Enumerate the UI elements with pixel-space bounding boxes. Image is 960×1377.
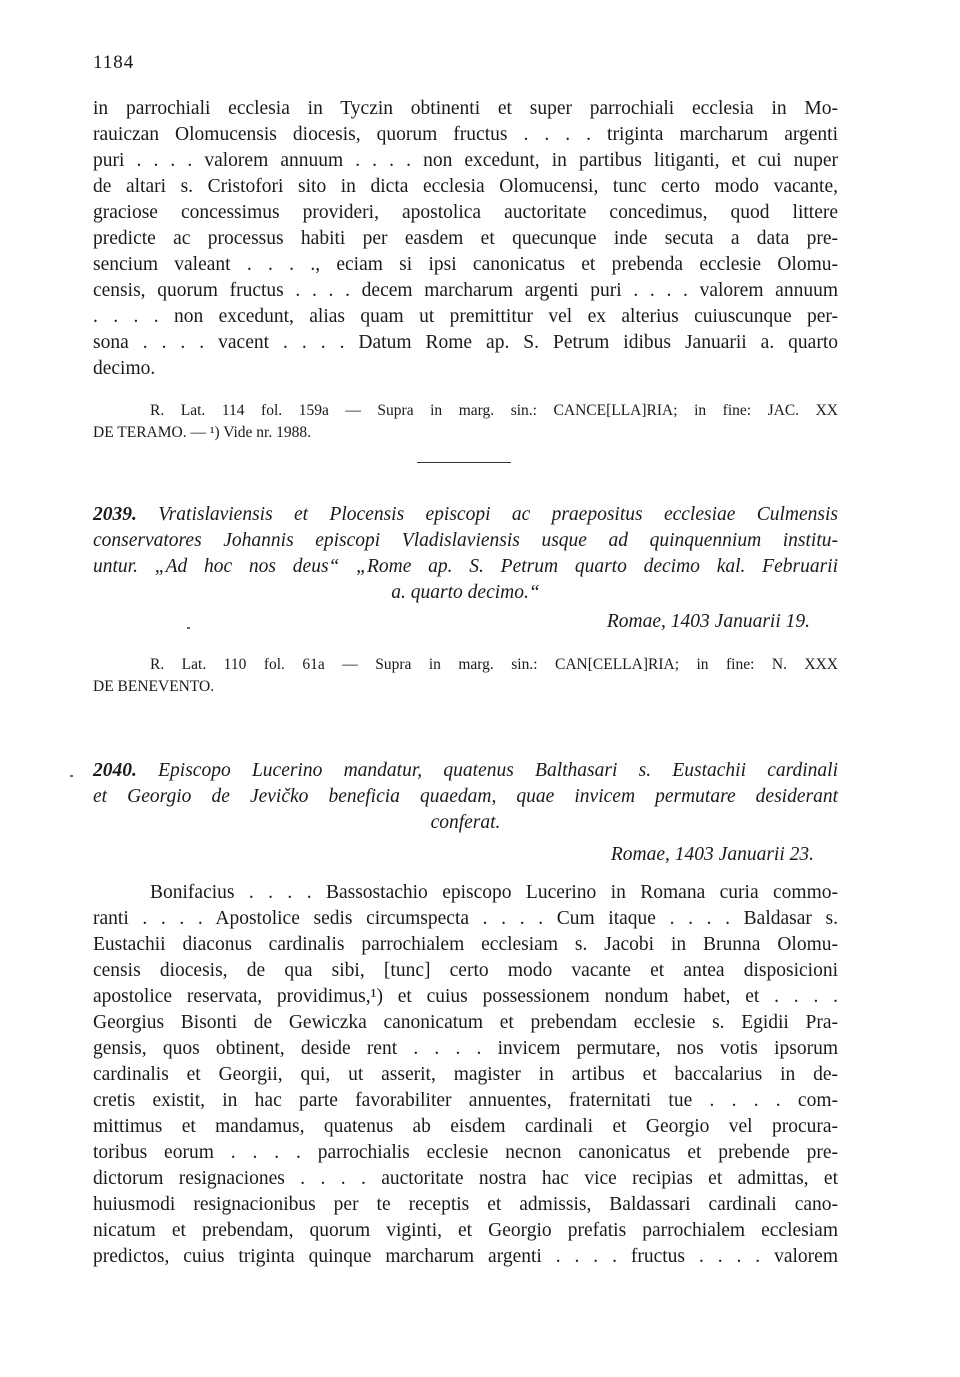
entry-2040-body bbox=[93, 880, 838, 1270]
continuation-text bbox=[93, 96, 838, 382]
text-line: Eustachii diaconus cardinalis parrochialem ecclesiam s. Jacobi in Brunna Olomu- bbox=[93, 934, 838, 955]
text-line: nicatum et prebendam, quorum viginti, et Georgio prefatis parrochialem ecclesiam bbox=[93, 1220, 838, 1241]
text-line: de altari s. Cristofori sito in dicta ecclesia Olomucensi, tunc certo modo vacante, bbox=[93, 176, 838, 197]
heading-line: untur. „Ad hoc nos deus“ „Rome ap. S. Petrum quarto decimo kal. Februarii bbox=[93, 556, 838, 577]
source-line: R. Lat. 114 fol. 159a — Supra in marg. sin.: CANCE[LLA]RIA; in fine: JAC. XX bbox=[150, 402, 838, 419]
text-line: cretis existit, in hac parte favorabiliter annuentes, fraternitati tue . . . . com- bbox=[93, 1090, 838, 1111]
text-line: in parrochiali ecclesia in Tyczin obtinenti et super parrochiali ecclesia in Mo- bbox=[93, 98, 838, 119]
entry-2039-heading bbox=[93, 502, 838, 606]
heading-line: a. quarto decimo.“ bbox=[391, 582, 540, 603]
section-divider bbox=[417, 462, 511, 463]
text-line: ranti . . . . Apostolice sedis circumspecta . . . . Cum itaque . . . . Baldasar s. bbox=[93, 908, 838, 929]
source-line: DE TERAMO. — ¹) Vide nr. 1988. bbox=[93, 424, 311, 441]
speck bbox=[70, 775, 73, 777]
date-line: Romae, 1403 Januarii 23. bbox=[610, 844, 814, 865]
entry-2039-source-note bbox=[93, 654, 838, 698]
text-line: gensis, quos obtinent, deside rent . . . . invicem permutare, nos votis ipsorum bbox=[93, 1038, 838, 1059]
text-line: predictos, cuius triginta quinque marcharum argenti . . . . fructus . . . . valorem bbox=[93, 1246, 838, 1267]
heading-line bbox=[93, 758, 838, 784]
heading-line bbox=[93, 502, 838, 528]
text-line: dictorum resignaciones . . . . auctoritate nostra hac vice recipias et admittas, et bbox=[93, 1168, 838, 1189]
page-number: 1184 bbox=[93, 52, 135, 73]
heading-line: et Georgio de Jevičko beneficia quaedam, quae invicem permutare desiderant bbox=[93, 786, 838, 807]
text-line: graciose concessimus provideri, apostolica auctoritate concedimus, quod littere bbox=[93, 202, 838, 223]
text-line: mittimus et mandamus, quatenus ab eisdem cardinali et Georgio vel procura- bbox=[93, 1116, 838, 1137]
heading-line: conservatores Johannis episcopi Vladislaviensis usque ad quinquennium institu- bbox=[93, 530, 838, 551]
text-line: predicte ac processus habiti per easdem et quecunque inde secuta a data pre- bbox=[93, 228, 838, 249]
heading-text: Vratislaviensis et Plocensis episcopi ac praepositus ecclesiae Culmensis bbox=[158, 504, 838, 525]
heading-line: conferat. bbox=[430, 812, 501, 833]
text-line: sona . . . . vacent . . . . Datum Rome ap. S. Petrum idibus Januarii a. quarto bbox=[93, 332, 838, 353]
heading-text: Episcopo Lucerino mandatur, quatenus Balthasari s. Eustachii cardinali bbox=[158, 760, 839, 781]
text-line: censis diocesis, de qua sibi, [tunc] certo modo vacante et antea disposicioni bbox=[93, 960, 838, 981]
text-line: puri . . . . valorem annuum . . . . non excedunt, in partibus litiganti, et cui nuper bbox=[93, 150, 838, 171]
text-line: cardinalis et Georgii, qui, ut asserit, magister in artibus et baccalarius in de- bbox=[93, 1064, 838, 1085]
text-line: Georgius Bisonti de Gewiczka canonicatum et prebendam ecclesie s. Egidii Pra- bbox=[93, 1012, 838, 1033]
date-line: Romae, 1403 Januarii 19. bbox=[606, 611, 810, 632]
text-line: decimo. bbox=[93, 358, 156, 379]
text-line: huiusmodi resignacionibus per te receptis et admissis, Baldassari cardinali cano- bbox=[93, 1194, 838, 1215]
text-line: . . . . non excedunt, alias quam ut premittitur vel ex alterius cuiuscunque per- bbox=[93, 306, 838, 327]
text-line: Bonifacius . . . . Bassostachio episcopo Lucerino in Romana curia commo- bbox=[150, 882, 838, 903]
source-line: DE BENEVENTO. bbox=[93, 678, 215, 695]
continuation-source-note bbox=[93, 400, 838, 444]
text-line: toribus eorum . . . . parrochialis ecclesie necnon canonicatus et prebende pre- bbox=[93, 1142, 838, 1163]
entry-2039-date bbox=[93, 609, 838, 635]
text-line: sencium valeant . . . ., eciam si ipsi canonicatus et prebenda ecclesie Olomu- bbox=[93, 254, 838, 275]
entry-number: 2040. bbox=[93, 760, 137, 781]
text-line: rauiczan Olomucensis diocesis, quorum fructus . . . . triginta marcharum argenti bbox=[93, 124, 838, 145]
speck bbox=[187, 627, 190, 629]
text-line: apostolice reservata, providimus,¹) et cuius possessionem nondum habet, et . . . . bbox=[93, 986, 838, 1007]
text-line: censis, quorum fructus . . . . decem marcharum argenti puri . . . . valorem annuum bbox=[93, 280, 838, 301]
entry-2040-heading bbox=[93, 758, 838, 836]
source-line: R. Lat. 110 fol. 61a — Supra in marg. sin.: CAN[CELLA]RIA; in fine: N. XXX bbox=[150, 656, 838, 673]
entry-2040-date bbox=[93, 842, 838, 868]
entry-number: 2039. bbox=[93, 504, 137, 525]
